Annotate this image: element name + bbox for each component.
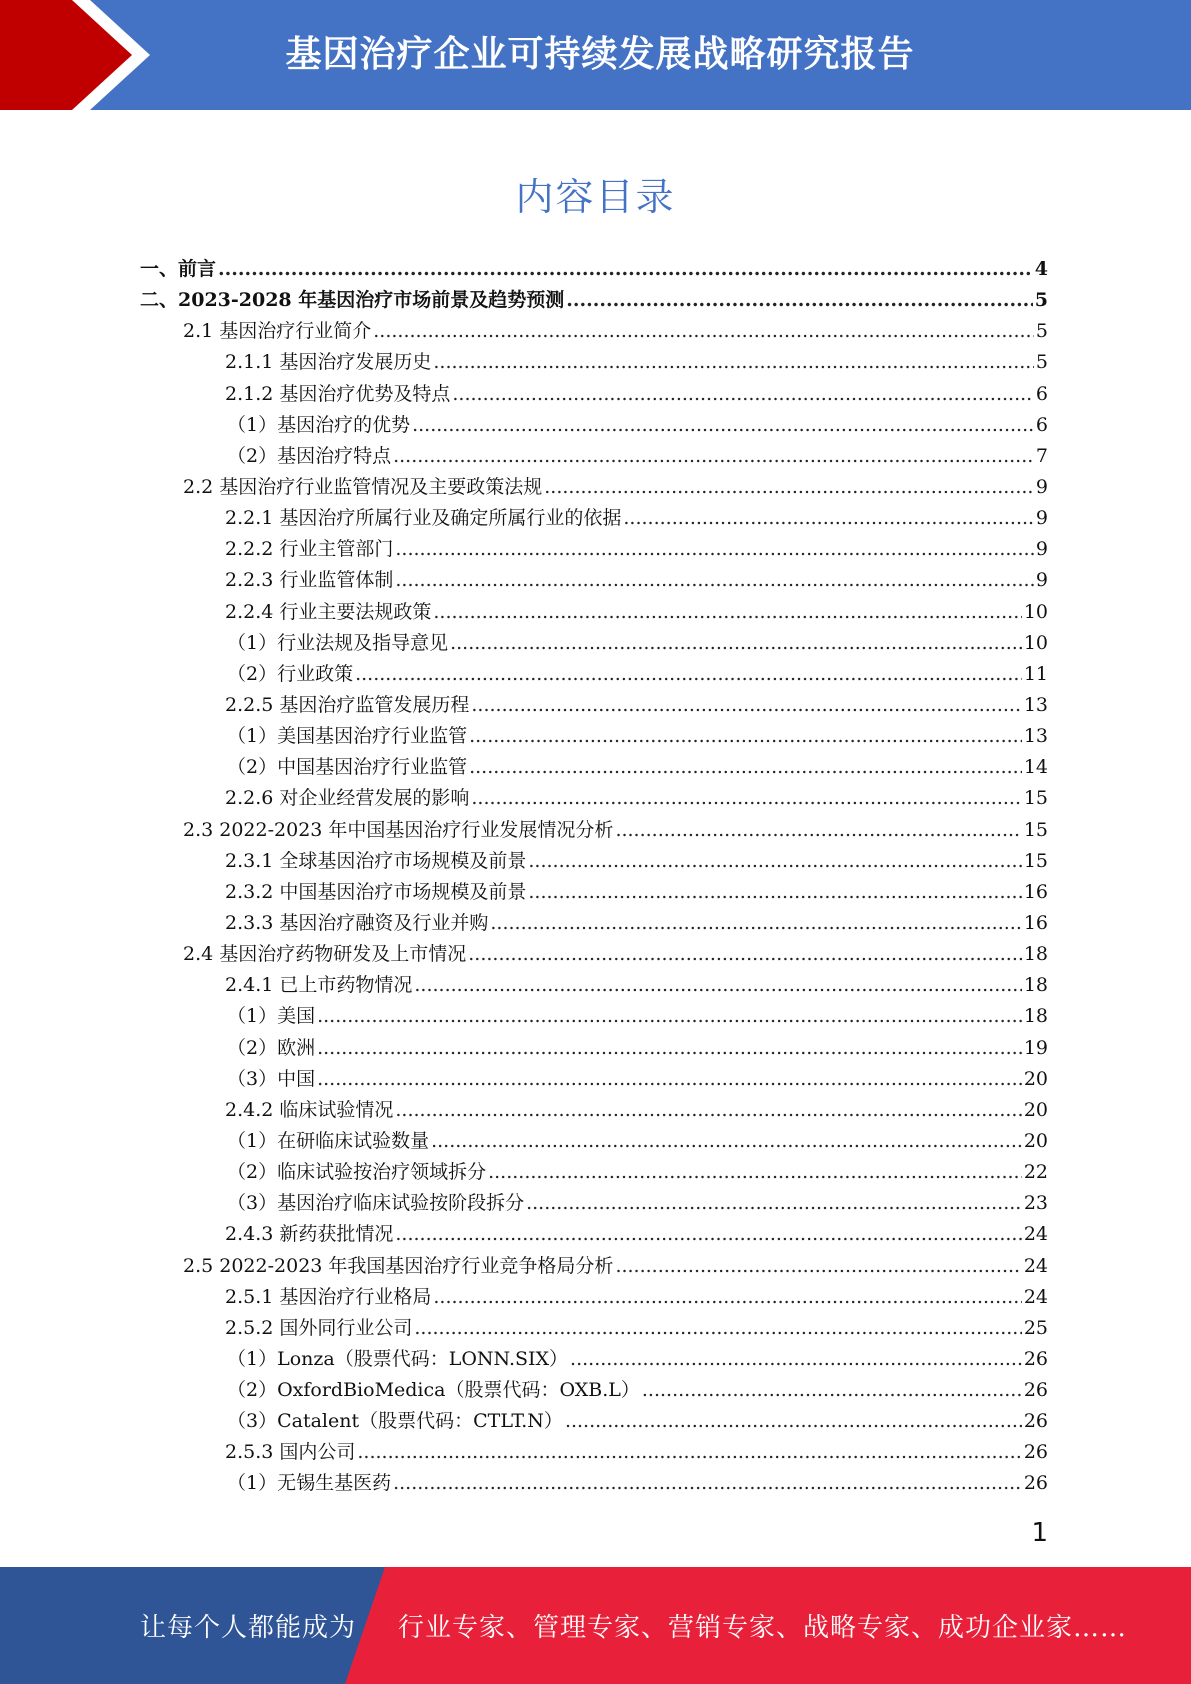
toc-entry[interactable] [140, 721, 1048, 752]
toc-entry[interactable] [140, 597, 1048, 628]
toc-dot-leader [433, 597, 1021, 628]
toc-dot-leader [395, 1219, 1021, 1250]
toc-entry-label: 一、前言 [140, 258, 217, 280]
toc-entry[interactable] [140, 410, 1048, 441]
toc-entry[interactable] [140, 1406, 1048, 1437]
toc-dot-leader [488, 1157, 1022, 1188]
toc-entry-label: 2.2.5 基因治疗监管发展历程 [225, 693, 470, 716]
toc-entry-page: 14 [1023, 756, 1048, 779]
toc-dot-leader [526, 1188, 1022, 1219]
toc-entry[interactable] [140, 1033, 1048, 1064]
toc-entry-label: 2.5.3 国内公司 [225, 1441, 356, 1464]
toc-dot-leader [565, 1406, 1022, 1437]
toc-dot-leader [433, 347, 1034, 378]
toc-entry[interactable] [140, 659, 1048, 690]
toc-dot-leader [355, 659, 1022, 690]
toc-entry-label: （3）中国 [227, 1067, 316, 1090]
toc-entry-page: 16 [1023, 880, 1048, 903]
toc-entry-page: 20 [1023, 1129, 1048, 1152]
toc-entry[interactable] [140, 846, 1048, 877]
toc-entry[interactable] [140, 347, 1048, 378]
toc-entry-label: 2.3 2022-2023 年中国基因治疗行业发展情况分析 [183, 818, 614, 841]
toc-entry[interactable] [140, 783, 1048, 814]
toc-dot-leader [395, 1095, 1021, 1126]
toc-dot-leader [412, 410, 1034, 441]
toc-entry-page: 9 [1035, 507, 1048, 530]
toc-entry-label: 2.3.2 中国基因治疗市场规模及前景 [225, 880, 527, 903]
toc-entry-page: 20 [1023, 1067, 1048, 1090]
toc-dot-leader [490, 908, 1021, 939]
toc-entry-page: 15 [1023, 787, 1048, 810]
toc-entry-label: （1）美国基因治疗行业监管 [227, 725, 468, 748]
toc-entry[interactable] [140, 1219, 1048, 1250]
toc-entry-label: （1）无锡生基医药 [227, 1472, 392, 1495]
toc-dot-leader [357, 1437, 1021, 1468]
toc-entry-page: 6 [1035, 382, 1048, 405]
toc-entry-page: 13 [1023, 693, 1048, 716]
toc-dot-leader [615, 815, 1021, 846]
toc-entry-page: 15 [1023, 818, 1048, 841]
toc-entry[interactable] [140, 815, 1048, 846]
report-title: 基因治疗企业可持续发展战略研究报告 [285, 34, 915, 75]
toc-dot-leader [570, 1344, 1022, 1375]
toc-dot-leader [317, 1033, 1022, 1064]
toc-dot-leader [450, 628, 1022, 659]
toc-entry[interactable] [140, 285, 1048, 316]
toc-entry-page: 24 [1023, 1223, 1048, 1246]
toc-entry-page: 5 [1035, 320, 1048, 343]
toc-entry[interactable] [140, 1188, 1048, 1219]
table-of-contents [140, 254, 1048, 1500]
toc-dot-leader [471, 690, 1021, 721]
toc-entry-label: （2）临床试验按治疗领域拆分 [227, 1161, 487, 1184]
toc-entry-label: （1）在研临床试验数量 [227, 1129, 430, 1152]
toc-entry-label: 2.2.6 对企业经营发展的影响 [225, 787, 470, 810]
toc-entry-page: 6 [1035, 413, 1048, 436]
report-footer [0, 1567, 1191, 1684]
toc-entry-label: 二、2023-2028 年基因治疗市场前景及趋势预测 [140, 289, 565, 312]
toc-entry-page: 5 [1034, 289, 1048, 312]
toc-entry-label: （1）美国 [227, 1005, 316, 1028]
toc-entry[interactable] [140, 939, 1048, 970]
toc-dot-leader [431, 1126, 1022, 1157]
toc-dot-leader [615, 1251, 1021, 1282]
footer-slogan-right: 行业专家、管理专家、营销专家、战略专家、成功企业家…… [398, 1613, 1128, 1643]
toc-entry-label: 2.1.1 基因治疗发展历史 [225, 351, 432, 374]
toc-dot-leader [218, 254, 1033, 285]
toc-entry-page: 26 [1023, 1410, 1048, 1433]
toc-dot-leader [469, 721, 1022, 752]
toc-entry-page: 26 [1023, 1472, 1048, 1495]
toc-entry-label: （2）基因治疗特点 [227, 444, 392, 467]
toc-entry[interactable] [140, 1001, 1048, 1032]
toc-entry-label: （2）行业政策 [227, 662, 354, 685]
toc-entry-label: 2.2.1 基因治疗所属行业及确定所属行业的依据 [225, 507, 622, 530]
toc-entry-page: 24 [1023, 1254, 1048, 1277]
toc-entry-page: 9 [1035, 569, 1048, 592]
report-header [0, 0, 1191, 110]
toc-entry-page: 9 [1035, 538, 1048, 561]
toc-entry-page: 16 [1023, 911, 1048, 934]
page-number: 1 [1031, 1518, 1048, 1548]
toc-entry[interactable] [140, 970, 1048, 1001]
toc-entry[interactable] [140, 379, 1048, 410]
toc-entry-page: 15 [1023, 849, 1048, 872]
toc-entry[interactable] [140, 752, 1048, 783]
toc-entry[interactable] [140, 316, 1048, 347]
toc-dot-leader [393, 1468, 1022, 1499]
toc-entry-page: 25 [1023, 1316, 1048, 1339]
toc-entry-label: （1）行业法规及指导意见 [227, 631, 449, 654]
toc-entry-page: 23 [1023, 1192, 1048, 1215]
toc-entry-label: （1）基因治疗的优势 [227, 413, 411, 436]
toc-entry-page: 10 [1023, 600, 1048, 623]
toc-dot-leader [528, 846, 1021, 877]
toc-entry[interactable] [140, 1437, 1048, 1468]
toc-dot-leader [393, 441, 1034, 472]
toc-entry-label: 2.2.4 行业主要法规政策 [225, 600, 432, 623]
toc-entry[interactable] [140, 628, 1048, 659]
toc-dot-leader [317, 1064, 1022, 1095]
toc-entry[interactable] [140, 472, 1048, 503]
toc-entry-label: 2.5.1 基因治疗行业格局 [225, 1285, 432, 1308]
toc-entry[interactable] [140, 1095, 1048, 1126]
toc-entry-page: 10 [1023, 631, 1048, 654]
toc-entry-page: 9 [1035, 475, 1048, 498]
toc-entry-label: 2.2 基因治疗行业监管情况及主要政策法规 [183, 475, 543, 498]
toc-entry-label: （1）Lonza（股票代码：LONN.SIX） [227, 1347, 569, 1370]
toc-entry[interactable] [140, 877, 1048, 908]
toc-entry-label: 2.4 基因治疗药物研发及上市情况 [183, 943, 467, 966]
toc-entry[interactable] [140, 1468, 1048, 1499]
toc-entry-page: 24 [1023, 1285, 1048, 1308]
toc-entry[interactable] [140, 1251, 1048, 1282]
toc-entry[interactable] [140, 1375, 1048, 1406]
toc-dot-leader [317, 1001, 1022, 1032]
footer-slogan-left: 让每个人都能成为 [140, 1613, 357, 1643]
toc-entry-page: 5 [1035, 351, 1048, 374]
toc-entry-label: 2.3.1 全球基因治疗市场规模及前景 [225, 849, 527, 872]
toc-entry-label: 2.4.2 临床试验情况 [225, 1098, 394, 1121]
toc-entry-page: 26 [1023, 1347, 1048, 1370]
toc-entry-page: 22 [1023, 1161, 1048, 1184]
toc-entry-page: 19 [1023, 1036, 1048, 1059]
toc-entry[interactable] [140, 1157, 1048, 1188]
toc-entry-label: （3）Catalent（股票代码：CTLT.N） [227, 1410, 563, 1433]
page-title: 内容目录 [515, 175, 676, 219]
toc-entry[interactable] [140, 534, 1048, 565]
toc-entry[interactable] [140, 254, 1048, 285]
toc-entry-page: 20 [1023, 1098, 1048, 1121]
toc-entry[interactable] [140, 565, 1048, 596]
toc-entry-label: （2）OxfordBioMedica（股票代码：OXB.L） [227, 1379, 640, 1402]
toc-entry-label: 2.2.2 行业主管部门 [225, 538, 394, 561]
toc-entry-page: 4 [1034, 258, 1048, 280]
toc-entry-page: 26 [1023, 1379, 1048, 1402]
toc-dot-leader [468, 939, 1022, 970]
toc-entry-label: 2.1.2 基因治疗优势及特点 [225, 382, 451, 405]
toc-entry-page: 11 [1023, 662, 1048, 685]
toc-entry-label: 2.4.3 新药获批情况 [225, 1223, 394, 1246]
toc-entry-label: 2.2.3 行业监管体制 [225, 569, 394, 592]
toc-dot-leader [452, 379, 1034, 410]
toc-dot-leader [414, 1313, 1021, 1344]
toc-entry-page: 18 [1023, 943, 1048, 966]
toc-entry-page: 26 [1023, 1441, 1048, 1464]
toc-dot-leader [414, 970, 1021, 1001]
toc-entry-page: 18 [1023, 974, 1048, 997]
toc-entry[interactable] [140, 1126, 1048, 1157]
toc-entry[interactable] [140, 1344, 1048, 1375]
toc-dot-leader [395, 565, 1034, 596]
toc-entry[interactable] [140, 503, 1048, 534]
toc-entry-label: 2.3.3 基因治疗融资及行业并购 [225, 911, 489, 934]
toc-entry-label: （3）基因治疗临床试验按阶段拆分 [227, 1192, 525, 1215]
toc-dot-leader [395, 534, 1034, 565]
toc-dot-leader [642, 1375, 1022, 1406]
toc-entry[interactable] [140, 908, 1048, 939]
toc-dot-leader [433, 1282, 1021, 1313]
toc-dot-leader [528, 877, 1021, 908]
toc-entry-label: 2.5 2022-2023 年我国基因治疗行业竞争格局分析 [183, 1254, 614, 1277]
toc-entry-page: 13 [1023, 725, 1048, 748]
toc-entry[interactable] [140, 1064, 1048, 1095]
toc-entry-label: （2）欧洲 [227, 1036, 316, 1059]
toc-dot-leader [544, 472, 1034, 503]
toc-entry-label: 2.5.2 国外同行业公司 [225, 1316, 413, 1339]
toc-entry-label: 2.4.1 已上市药物情况 [225, 974, 413, 997]
toc-entry-label: 2.1 基因治疗行业简介 [183, 320, 372, 343]
toc-entry[interactable] [140, 690, 1048, 721]
toc-entry-page: 7 [1035, 444, 1048, 467]
toc-entry-page: 18 [1023, 1005, 1048, 1028]
toc-dot-leader [373, 316, 1034, 347]
toc-dot-leader [566, 285, 1033, 316]
toc-entry[interactable] [140, 1282, 1048, 1313]
toc-entry-label: （2）中国基因治疗行业监管 [227, 756, 468, 779]
toc-dot-leader [623, 503, 1034, 534]
toc-dot-leader [469, 752, 1022, 783]
toc-entry[interactable] [140, 441, 1048, 472]
toc-entry[interactable] [140, 1313, 1048, 1344]
toc-dot-leader [471, 783, 1021, 814]
